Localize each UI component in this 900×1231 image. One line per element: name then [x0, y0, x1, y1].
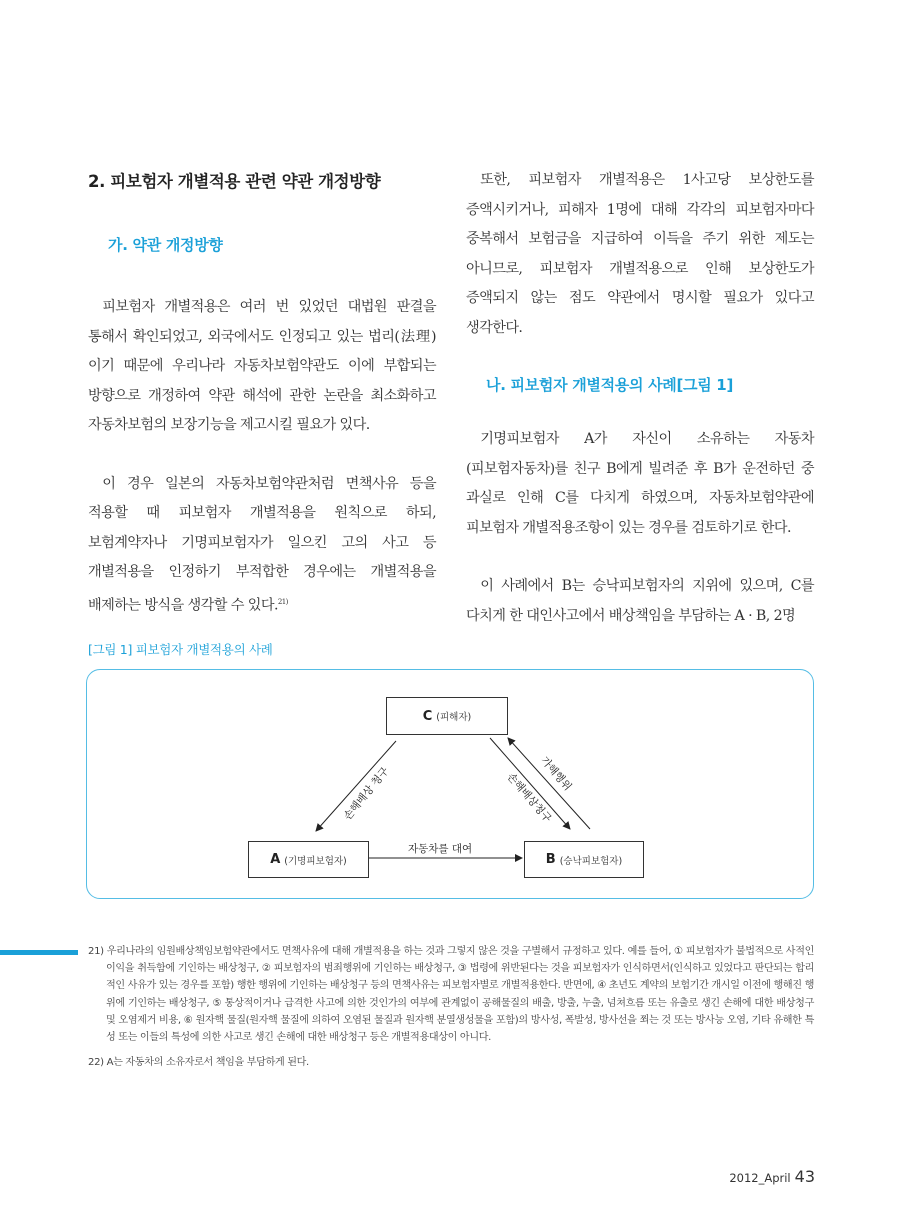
- figure-caption: [그림 1] 피보험자 개별적용의 사례: [88, 642, 273, 657]
- subsection-title-na: 나. 피보험자 개별적용의 사례[그림 1]: [486, 376, 733, 394]
- page-footer: [729, 1167, 815, 1186]
- node-b-permitted-insured: [524, 841, 644, 878]
- edge-label-damage-claim-b: 손해배상청구: [504, 770, 554, 825]
- node-a-sub: (기명피보험자): [284, 855, 347, 867]
- footnote-ref[interactable]: 21): [277, 597, 288, 606]
- edge-label-lend-car: 자동차를 대여: [408, 843, 473, 855]
- footnote-21: 21) 우리나라의 임원배상책임보험약관에서도 면책사유에 대해 개별적용을 하는 것과 그렇지 않은 것을 구별해서 규정하고 있다. 예를 들어, ① 피보험자가 불법적으로 사적인 이익을 취득함에 기인하는 배상청구, ② 피보험자의 범죄행위에 기인하는 배상청구, ③ 법령에 위반된다는 것을 피보험자가 인식하면서(인식하고 있었다고 판단되는 합리적인 사유가 있는 경우를 포함) 행한 행위에 기인하는 배상청구 등의 면책사유는 피보험자별로 개별적용한다. 반면에, ④ 초년도 계약의 보험기간 개시일 이전에 행해진 행위에 기인하는 배상청구, ⑤ 통상적이거나 급격한 사고에 의한 것인가의 여부에 관계없이 공해물질의 배출, 방출, 누출, 넘쳐흐름 또는 유출로 생긴 손해에 대한 배상청구 및 오염제거 비용, ⑥ 원자핵 물질(원자핵 물질에 의하여 오염된 물질과 원자핵 분열생성물을 포함)의 방사성, 폭발성, 방사선을 쬐는 것 또는 방사능 오염, 기타 유해한 특성 또는 이들의 특성에 의한 사고로 생긴 손해에 대한 배상청구 등은 개별적용대상이 아니다.: [88, 946, 814, 1044]
- paragraph-text: 이 경우 일본의 자동차보험약관처럼 면책사유 등을 적용할 때 피보험자 개별적용을 원칙으로 하되, 보험계약자나 기명피보험자가 일으킨 고의 사고 등 개별적용을 인정하기 부적합한 경우에는 개별적용을 배제하는 방식을 생각할 수 있다.: [88, 475, 436, 614]
- node-b-sub: (승낙피보험자): [559, 855, 623, 867]
- footnote-divider: [0, 950, 78, 955]
- footnotes: [88, 943, 814, 1079]
- footnote-22: 22) A는 자동차의 소유자로서 책임을 부담하게 된다.: [88, 1057, 309, 1069]
- node-b-label: B: [545, 852, 556, 867]
- page-number: 43: [794, 1167, 815, 1186]
- paragraph-text: 이 사례에서 B는 승낙피보험자의 지위에 있으며, C를 다치게 한 대인사고에서 배상책임을 부담하는 A · B, 2명: [466, 578, 814, 624]
- edge-label-harmful-act: 가해행위: [538, 754, 574, 794]
- paragraph-text: 기명피보험자 A가 자신이 소유하는 자동차(피보험자동차)를 친구 B에게 빌려준 후 B가 운전하던 중 과실로 인해 C를 다치게 하였으며, 자동차보험약관에 피보험자 개별적용조항이 있는 경우를 검토하기로 한다.: [466, 431, 814, 536]
- node-a-label: A: [270, 852, 281, 867]
- node-c-sub: (피해자): [436, 712, 472, 723]
- node-c-label: C: [422, 708, 433, 724]
- subsection-title-ga: 가. 약관 개정방향: [108, 236, 223, 254]
- section-title: 2. 피보험자 개별적용 관련 약관 개정방향: [88, 172, 381, 191]
- paragraph-text: 또한, 피보험자 개별적용은 1사고당 보상한도를 증액시키거나, 피해자 1명에 대해 각각의 피보험자마다 중복해서 보험금을 지급하여 이득을 주기 위한 제도는 아니므로, 피보험자 개별적용으로 인해 보상한도가 증액되지 않는 점도 약관에서 명시할 필요가 있다고 생각한다.: [466, 172, 814, 336]
- edge-label-damage-claim-a: 손해배상 청구: [341, 765, 392, 823]
- node-c-victim: [386, 697, 508, 735]
- paragraph-text: 피보험자 개별적용은 여러 번 있었던 대법원 판결을 통해서 확인되었고, 외국에서도 인정되고 있는 법리(法理)이기 때문에 우리나라 자동차보험약관도 이에 부합되는 방향으로 개정하여 약관 해석에 관한 논란을 최소화하고 자동차보험의 보장기능을 제고시킬 필요가 있다.: [88, 299, 436, 433]
- node-a-named-insured: [248, 841, 369, 878]
- issue-label: 2012_April: [729, 1171, 791, 1185]
